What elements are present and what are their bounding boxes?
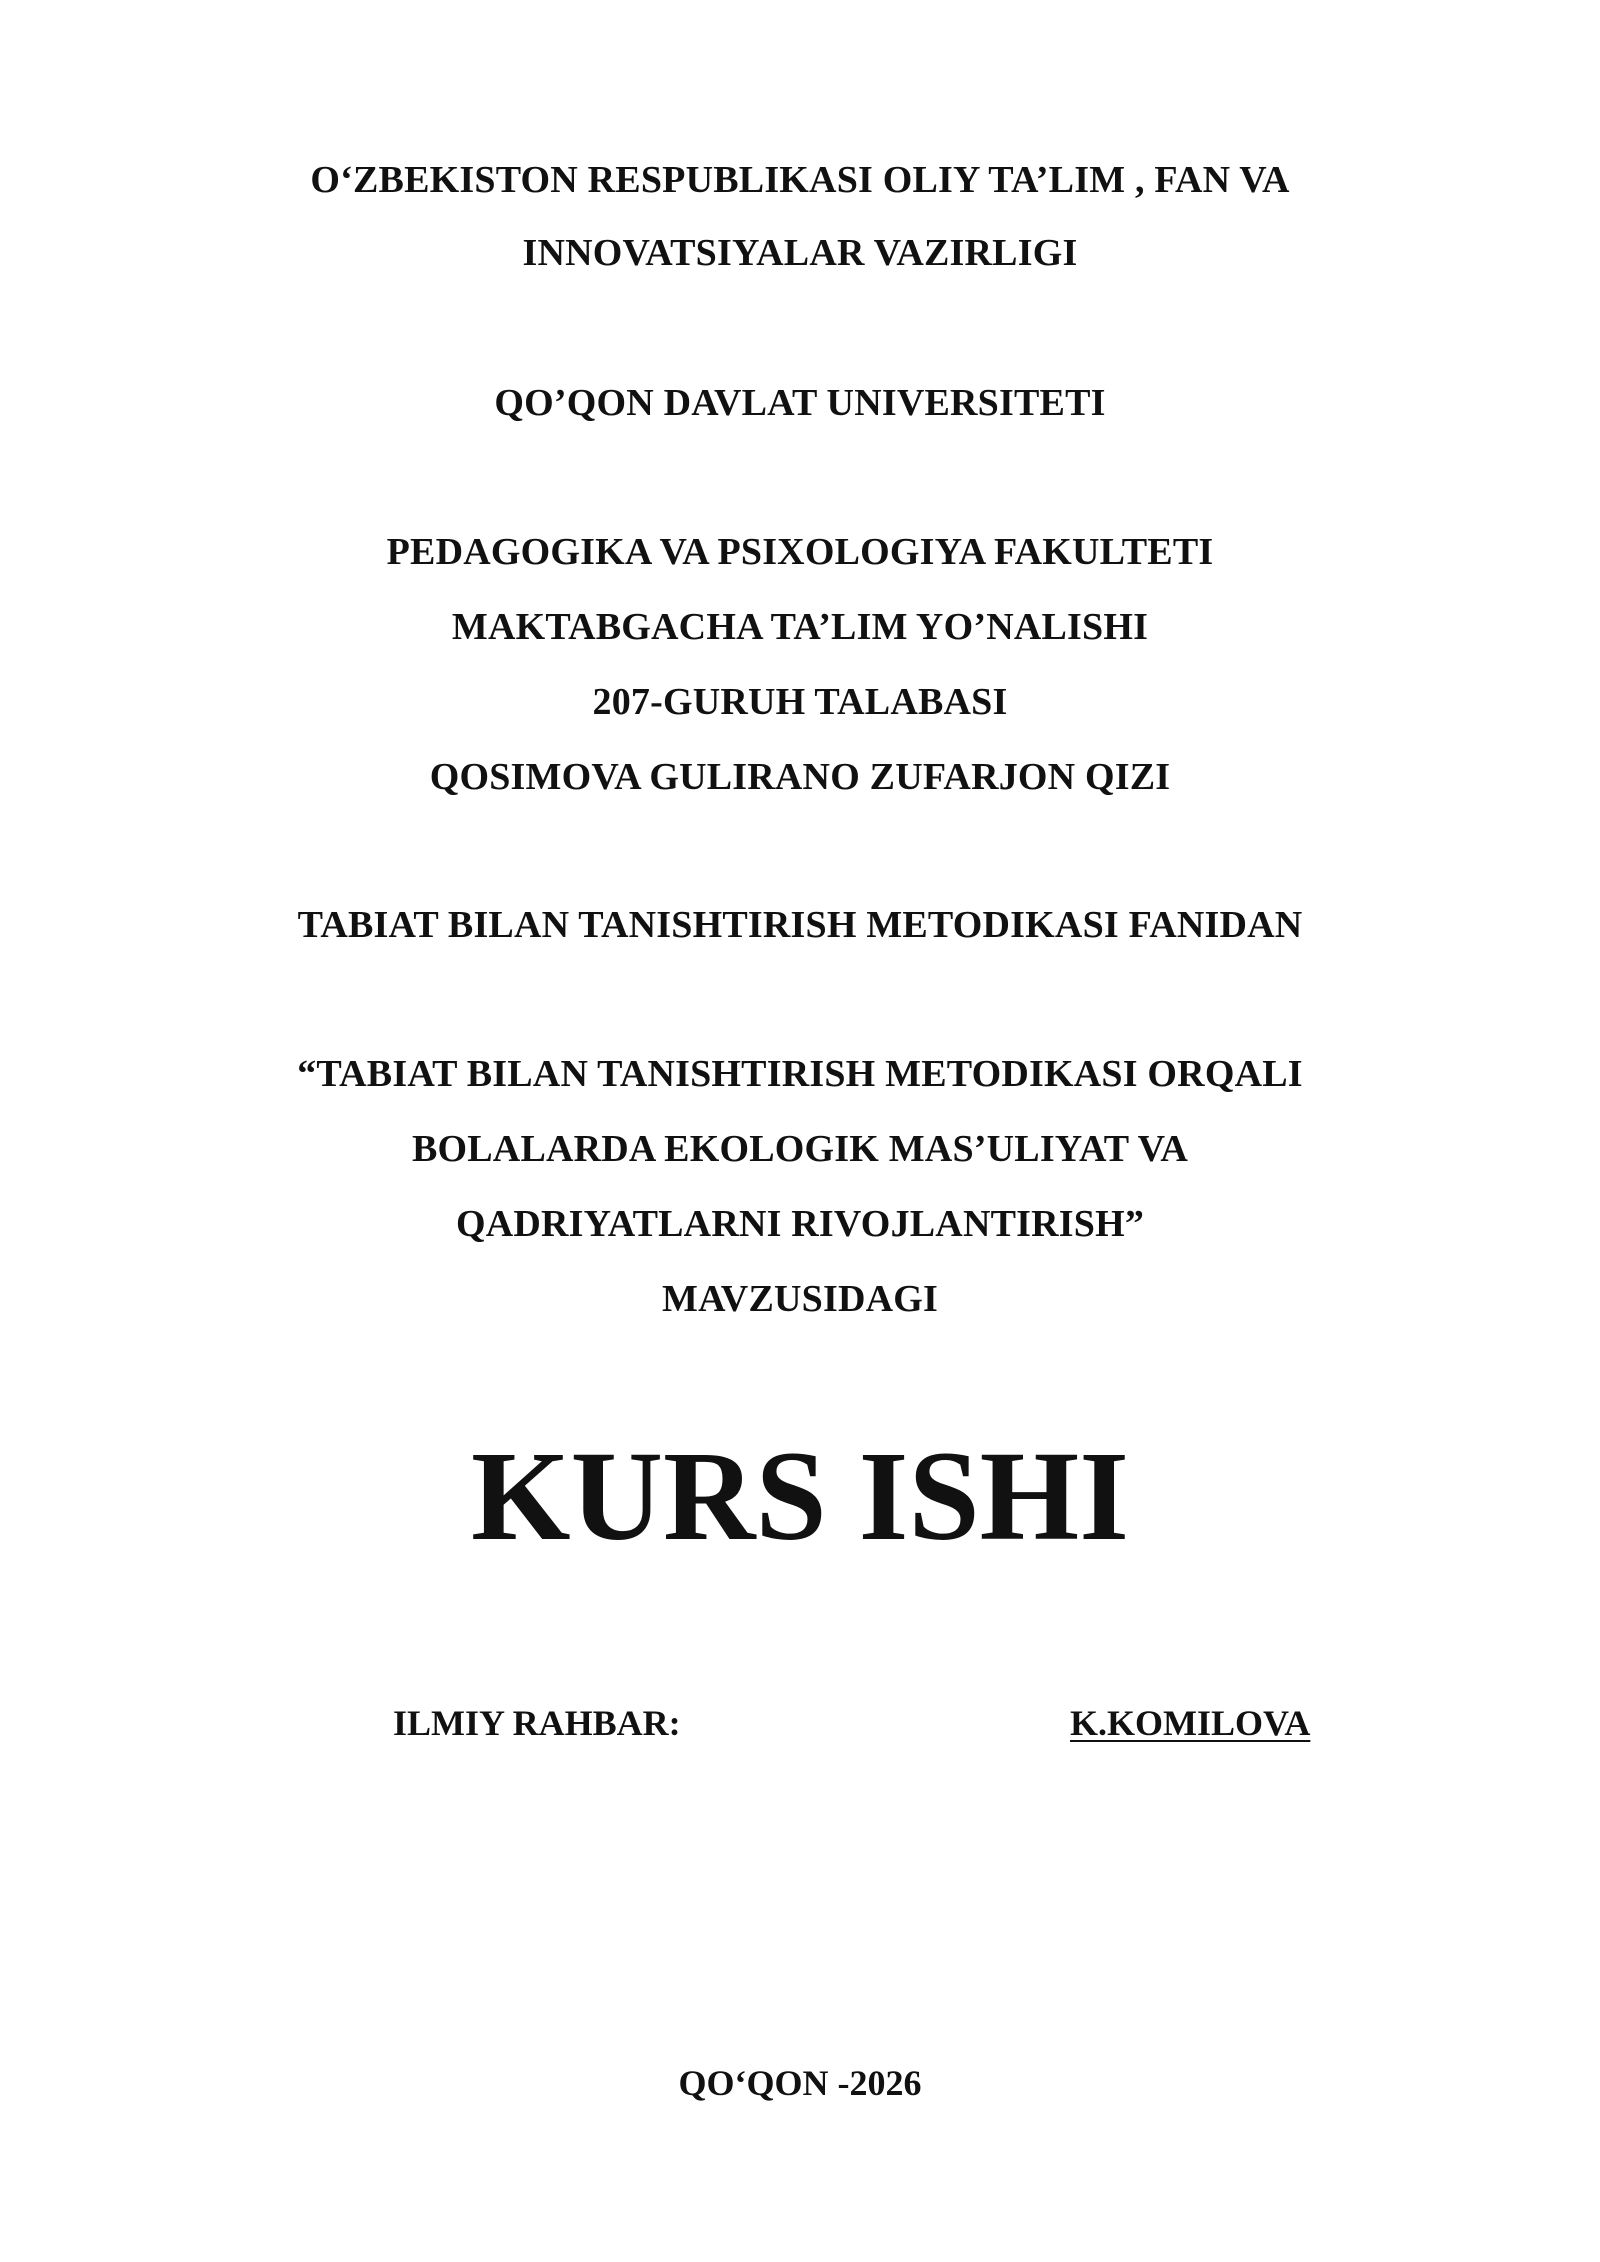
direction-name: MAKTABGACHA TA’LIM YO’NALISHI bbox=[451, 606, 1149, 648]
topic-line-1: “TABIAT BILAN TANISHTIRISH METODIKASI ORQALI bbox=[297, 1053, 1303, 1095]
subject-line: TABIAT BILAN TANISHTIRISH METODIKASI FANIDAN bbox=[297, 904, 1303, 946]
university-name: QO’QON DAVLAT UNIVERSITETI bbox=[494, 382, 1106, 424]
topic-line-4: MAVZUSIDAGI bbox=[662, 1278, 938, 1320]
city-year-footer: QO‘QON -2026 bbox=[678, 2063, 922, 2103]
advisor-label: ILMIY RAHBAR: bbox=[393, 1703, 681, 1743]
ministry-line-2: INNOVATSIYALAR VAZIRLIGI bbox=[522, 232, 1078, 274]
faculty-name: PEDAGOGIKA VA PSIXOLOGIYA FAKULTETI bbox=[386, 531, 1214, 573]
document-type-title: KURS ISHI bbox=[471, 1425, 1129, 1567]
student-name: QOSIMOVA GULIRANO ZUFARJON QIZI bbox=[429, 756, 1171, 798]
group-label: 207-GURUH TALABASI bbox=[592, 681, 1008, 723]
topic-line-2: BOLALARDA EKOLOGIK MAS’ULIYAT VA bbox=[411, 1128, 1189, 1170]
topic-line-3: QADRIYATLARNI RIVOJLANTIRISH” bbox=[455, 1203, 1145, 1245]
ministry-line-1: O‘ZBEKISTON RESPUBLIKASI OLIY TA’LIM , FAN VA bbox=[310, 159, 1290, 201]
advisor-name: K.KOMILOVA bbox=[1070, 1703, 1311, 1743]
